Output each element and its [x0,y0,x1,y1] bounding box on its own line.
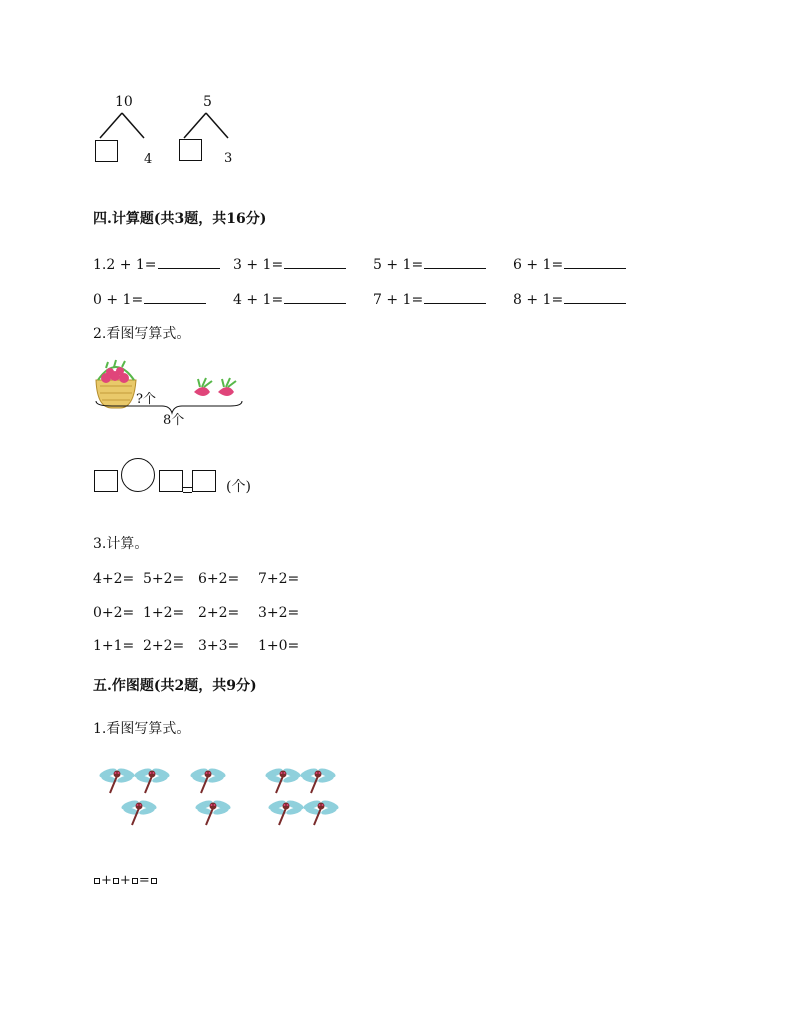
calc-item: 3+3= [198,638,240,654]
equation-item: 3 + 1= [233,256,346,273]
calc-item: 4+2= [93,571,135,587]
dragonfly-icon [194,799,231,825]
equation-item: 5 + 1= [373,256,486,273]
tree-right-number: 4 [144,152,153,167]
number-box[interactable] [159,470,183,492]
tree-branches [178,110,234,142]
dragonfly-icon [120,799,157,825]
equation-item: 4 + 1= [233,291,346,308]
answer-blank[interactable] [284,256,346,269]
radish-icon [218,378,236,396]
calc-item: 1+2= [143,605,185,621]
question-count-label: ?个 [136,392,156,407]
dragonfly-icon [98,767,135,793]
dragonfly-icon [302,799,339,825]
answer-blank[interactable] [564,256,626,269]
tree-branches [94,110,150,142]
equation-item: 8 + 1= [513,291,626,308]
operator-circle[interactable] [121,458,155,492]
result-box[interactable] [192,470,216,492]
dragonfly-icon [133,767,170,793]
q2-title: 2.看图写算式。 [93,326,191,342]
q3-title: 3.计算。 [93,536,149,552]
dragonfly-icon [189,767,226,793]
calc-item: 0+2= [93,605,135,621]
section-4-title: 四.计算题(共3题，共16分) [93,211,267,227]
equation-item: 0 + 1= [93,291,206,308]
dragonfly-picture [95,760,350,835]
dragonfly-icon [299,767,336,793]
calc-item: 2+2= [143,638,185,654]
tree-top-number: 10 [115,94,133,110]
calc-item: 5+2= [143,571,185,587]
answer-box[interactable] [113,878,119,884]
calc-item: 7+2= [258,571,300,587]
answer-blank[interactable] [158,256,220,269]
equation-item: 6 + 1= [513,256,626,273]
answer-box[interactable] [95,140,118,162]
equation-item: 1.2 + 1= [93,256,220,273]
calc-item: 1+0= [258,638,300,654]
tree-right-number: 3 [224,151,233,166]
tree-top-number: 5 [203,94,212,110]
dragonfly-group-1 [98,767,170,825]
radish-icon [194,378,212,396]
answer-blank[interactable] [564,291,626,304]
calc-item: 3+2= [258,605,300,621]
answer-blank[interactable] [424,256,486,269]
equals-sign [183,487,192,493]
answer-blank[interactable] [424,291,486,304]
answer-blank[interactable] [144,291,206,304]
answer-box[interactable] [132,878,138,884]
answer-box[interactable] [179,139,202,161]
unit-label: (个) [226,479,251,495]
equation-item: 7 + 1= [373,291,486,308]
calc-item: 1+1= [93,638,135,654]
dragonfly-icon [267,799,304,825]
s5-q1-title: 1.看图写算式。 [93,721,191,737]
dragonfly-icon [264,767,301,793]
number-box[interactable] [94,470,118,492]
section-5-title: 五.作图题(共2题，共9分) [93,678,257,694]
basket-icon [96,360,136,408]
calc-item: 2+2= [198,605,240,621]
answer-box[interactable] [151,878,157,884]
dragonfly-group-3 [264,767,339,825]
formula-row: + + = [93,873,158,888]
calc-item: 6+2= [198,571,240,587]
answer-blank[interactable] [284,291,346,304]
dragonfly-group-2 [189,767,231,825]
answer-box[interactable] [94,878,100,884]
total-count-label: 8个 [163,413,185,428]
